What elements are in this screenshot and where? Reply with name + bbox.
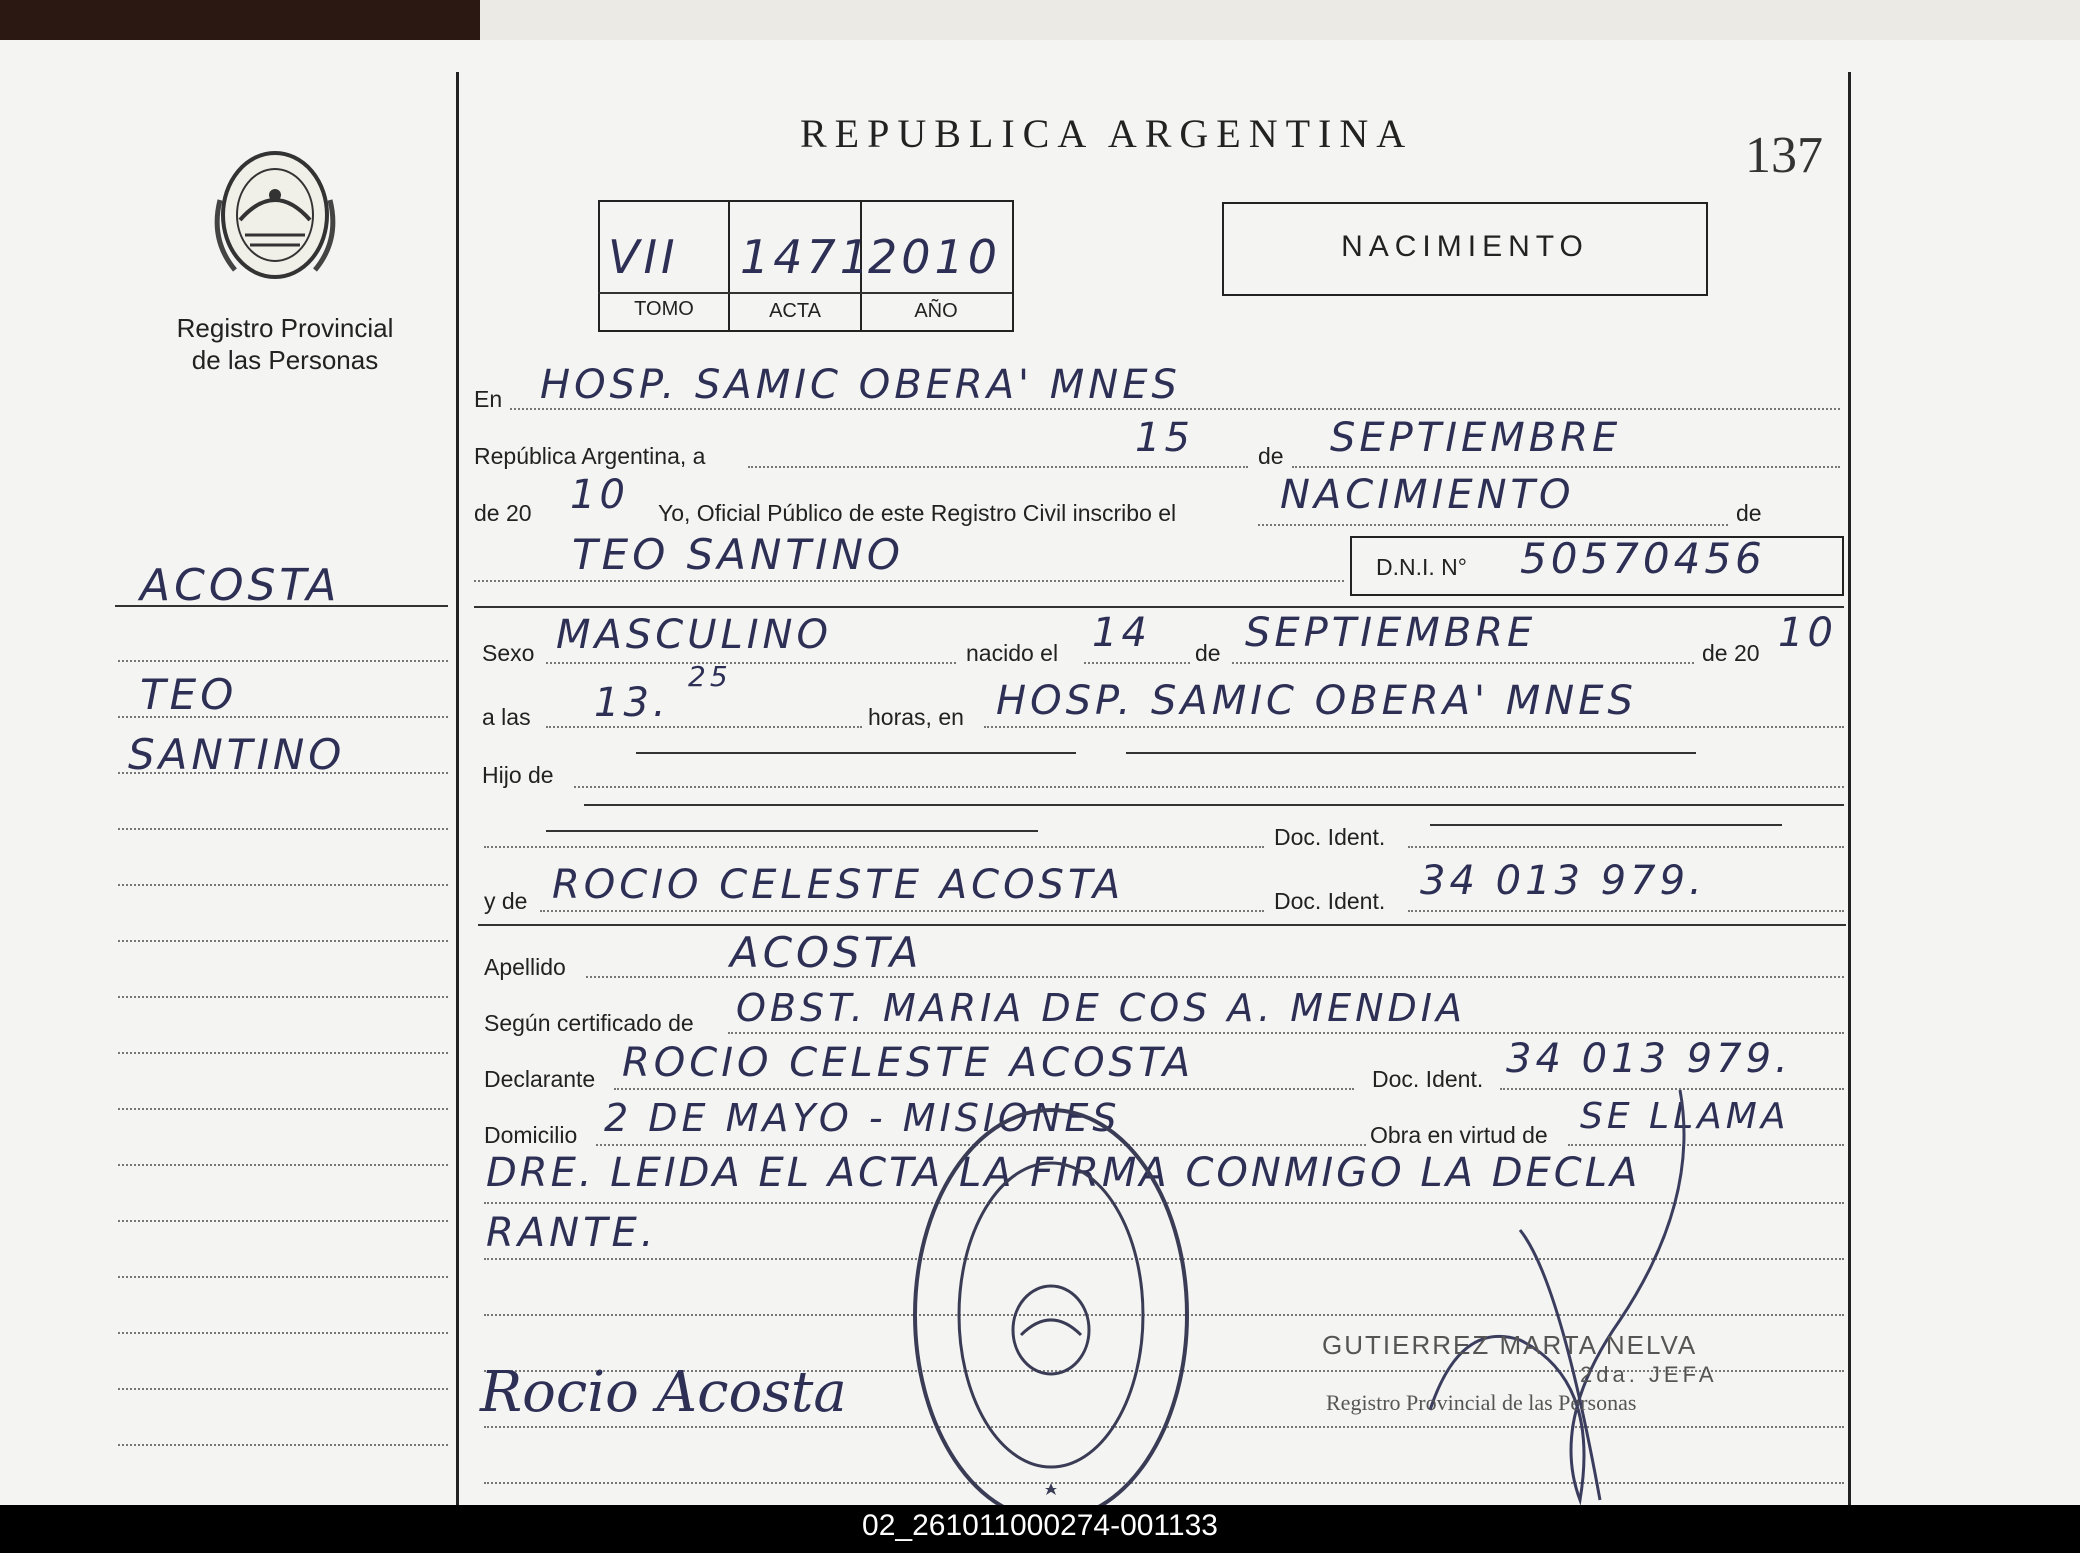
minutes-value: 25 bbox=[688, 660, 732, 693]
inscribo-value: NACIMIENTO bbox=[1280, 472, 1575, 518]
margin-dotted-line bbox=[118, 1164, 448, 1166]
anio-label: AÑO bbox=[914, 300, 958, 322]
declarante-label: Declarante bbox=[484, 1066, 596, 1092]
dni-label: D.N.I. N° bbox=[1376, 554, 1467, 580]
mother-doc: 34 013 979. bbox=[1420, 858, 1706, 904]
folio-number: 137 bbox=[1745, 127, 1823, 184]
record-type: NACIMIENTO bbox=[1341, 230, 1589, 263]
margin-dotted-line bbox=[118, 1276, 448, 1278]
inscribo-label: Yo, Oficial Público de este Registro Civil inscribo el bbox=[658, 500, 1177, 526]
certificate-page bbox=[0, 40, 2080, 1505]
year-value: 10 bbox=[570, 472, 629, 518]
dni-value: 50570456 bbox=[1520, 534, 1766, 583]
margin-given-name-2: SANTINO bbox=[128, 730, 346, 779]
margin-dotted-line bbox=[118, 1220, 448, 1222]
doc-ident-label-2: Doc. Ident. bbox=[1274, 888, 1386, 914]
birth-day: 14 bbox=[1092, 610, 1151, 656]
mother-line bbox=[540, 910, 1264, 912]
mother-doc-line bbox=[1408, 910, 1844, 912]
domicilio-label: Domicilio bbox=[484, 1122, 578, 1148]
registry-name-line1: Registro Provincial bbox=[176, 313, 394, 343]
segun-label: Según certificado de bbox=[484, 1010, 694, 1036]
coat-of-arms-icon bbox=[200, 140, 350, 290]
birth-day-line bbox=[1084, 662, 1190, 664]
margin-given-name-1: TEO bbox=[140, 670, 238, 719]
month-line bbox=[1292, 466, 1840, 468]
name-line bbox=[474, 580, 1344, 582]
sexo-line bbox=[546, 662, 956, 664]
frame-left-line bbox=[456, 72, 459, 1505]
domicilio-value: 2 DE MAYO - MISIONES bbox=[604, 1096, 1121, 1140]
doc-ident-label-3: Doc. Ident. bbox=[1372, 1066, 1484, 1092]
birth-year-prefix: de 20 bbox=[1702, 640, 1760, 666]
margin-dotted-line bbox=[118, 828, 448, 830]
inscribo-line bbox=[1258, 524, 1728, 526]
declarante-doc: 34 013 979. bbox=[1506, 1036, 1792, 1082]
de-label-3: de bbox=[1195, 640, 1221, 666]
margin-dotted-line bbox=[118, 996, 448, 998]
horas-label: horas, en bbox=[868, 704, 964, 730]
margin-dotted-line bbox=[118, 940, 448, 942]
margin-dotted-line bbox=[118, 1108, 448, 1110]
margin-dotted-line bbox=[118, 716, 448, 718]
hijo-label: Hijo de bbox=[482, 762, 554, 788]
year-prefix: de 20 bbox=[474, 500, 532, 526]
margin-rule bbox=[115, 605, 448, 607]
declarante-value: ROCIO CELESTE ACOSTA bbox=[622, 1040, 1195, 1086]
notes-line-1-text: DRE. LEIDA EL ACTA LA FIRMA CONMIGO LA DECLA bbox=[486, 1150, 1641, 1196]
yde-label: y de bbox=[484, 888, 528, 914]
background-top-left bbox=[0, 0, 480, 40]
official-signature bbox=[1400, 1080, 1720, 1520]
declarant-signature: Rocio Acosta bbox=[480, 1360, 847, 1425]
registry-name-line2: de las Personas bbox=[191, 345, 379, 375]
sexo-label: Sexo bbox=[482, 640, 535, 666]
father-doc-strike bbox=[1430, 824, 1782, 826]
day-line bbox=[748, 466, 1248, 468]
tomo-value: VII bbox=[608, 230, 679, 284]
hijo-line bbox=[574, 786, 1844, 788]
record-id-rule bbox=[598, 292, 1012, 294]
registry-name bbox=[155, 312, 415, 376]
margin-dotted-line bbox=[118, 1444, 448, 1446]
hour-value: 13. bbox=[594, 680, 670, 726]
hijo-strike-4 bbox=[546, 830, 1038, 832]
birth-month-line bbox=[1232, 662, 1694, 664]
section-rule-2 bbox=[478, 924, 1846, 926]
sexo-value: MASCULINO bbox=[556, 612, 832, 658]
segun-value: OBST. MARIA DE COS A. MENDIA bbox=[736, 986, 1466, 1030]
place-line bbox=[984, 726, 1844, 728]
mother-name: ROCIO CELESTE ACOSTA bbox=[552, 862, 1125, 908]
father-doc-line bbox=[1408, 846, 1844, 848]
en-value: HOSP. SAMIC OBERA' MNES bbox=[540, 362, 1181, 408]
tomo-label: TOMO bbox=[634, 298, 694, 320]
acta-value: 1471 bbox=[740, 230, 874, 284]
country-title: REPUBLICA ARGENTINA bbox=[800, 111, 1414, 156]
birth-year: 10 bbox=[1778, 610, 1837, 656]
scan-code: 02_261011000274-001133 bbox=[862, 1509, 1218, 1542]
background-top bbox=[480, 0, 2080, 40]
official-stamp bbox=[906, 1100, 1196, 1530]
frame-right-line bbox=[1848, 72, 1851, 1505]
hijo-strike-1 bbox=[636, 752, 1076, 754]
obra-label: Obra en virtud de bbox=[1370, 1122, 1548, 1148]
obra-value: SE LLAMA bbox=[1580, 1096, 1790, 1137]
name-value: TEO SANTINO bbox=[572, 530, 904, 579]
place-value: HOSP. SAMIC OBERA' MNES bbox=[996, 678, 1637, 724]
republica-label: República Argentina, a bbox=[474, 443, 706, 469]
day-value: 15 bbox=[1135, 415, 1194, 461]
father-line bbox=[484, 846, 1264, 848]
en-line bbox=[510, 408, 1840, 410]
notes-line-2-text: RANTE. bbox=[486, 1210, 658, 1256]
de-label-2: de bbox=[1736, 500, 1762, 526]
alas-label: a las bbox=[482, 704, 531, 730]
official-office: Registro Provincial de las Personas bbox=[1326, 1390, 1637, 1415]
hour-line bbox=[546, 726, 862, 728]
official-role: 2da. JEFA bbox=[1580, 1362, 1718, 1387]
margin-dotted-line bbox=[118, 884, 448, 886]
declarante-line bbox=[614, 1088, 1354, 1090]
apellido-label: Apellido bbox=[484, 954, 566, 980]
en-label: En bbox=[474, 386, 503, 412]
margin-dotted-line bbox=[118, 1388, 448, 1390]
segun-line bbox=[728, 1032, 1844, 1034]
margin-dotted-line bbox=[118, 1332, 448, 1334]
margin-dotted-line bbox=[118, 1052, 448, 1054]
section-rule-1 bbox=[474, 606, 1844, 608]
month-value: SEPTIEMBRE bbox=[1330, 415, 1622, 461]
de-label-1: de bbox=[1258, 443, 1284, 469]
acta-label: ACTA bbox=[769, 300, 821, 322]
official-name: GUTIERREZ MARTA NELVA bbox=[1322, 1330, 1698, 1360]
hijo-strike-2 bbox=[1126, 752, 1696, 754]
nacido-label: nacido el bbox=[966, 640, 1059, 666]
birth-month: SEPTIEMBRE bbox=[1245, 610, 1537, 656]
hijo-strike-3 bbox=[584, 804, 1844, 806]
margin-dotted-line bbox=[118, 772, 448, 774]
apellido-value: ACOSTA bbox=[730, 928, 923, 977]
margin-surname: ACOSTA bbox=[140, 560, 341, 611]
doc-ident-label-1: Doc. Ident. bbox=[1274, 824, 1386, 850]
margin-dotted-line bbox=[118, 660, 448, 662]
anio-value: 2010 bbox=[868, 230, 1002, 284]
